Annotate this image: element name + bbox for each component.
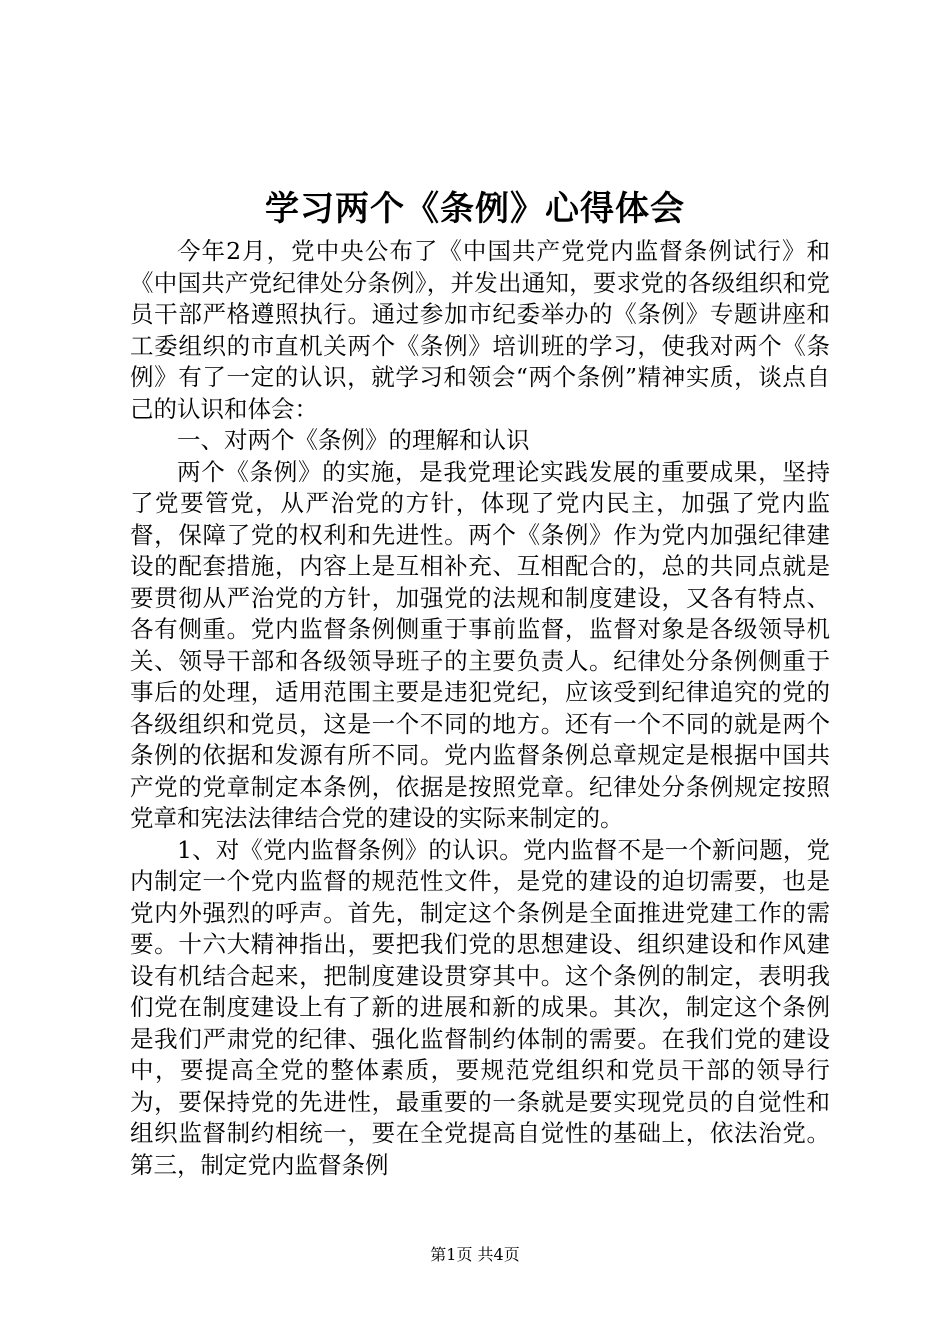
document-title: 学习两个《条例》心得体会 <box>265 189 685 229</box>
section-heading: 一、对两个《条例》的理解和认识 <box>177 426 530 454</box>
page-number: 第1页 共4页 <box>430 1245 520 1264</box>
document-body <box>130 236 830 1181</box>
intro-paragraph: 今年2月，党中央公布了《中国共产党党内监督条例试行》和《中国共产党纪律处分条例》，并发出通知，要求党的各级组织和党员干部严格遵照执行。通过参加市纪委举办的《条例》专题讲座和工委组织的市直机关两个《条例》培训班的学习，使我对两个《条例》有了一定的认识，就学习和领会“两个条例”精神实质，谈点自己的认识和体会： <box>130 237 830 423</box>
body-paragraph: 两个《条例》的实施，是我党理论实践发展的重要成果，坚持了党要管党，从严治党的方针，体现了党内民主，加强了党内监督，保障了党的权利和先进性。两个《条例》作为党内加强纪律建设的配套措施，内容上是互相补充、互相配合的，总的共同点就是要贯彻从严治党的方针，加强党的法规和制度建设，又各有特点、各有侧重。党内监督条例侧重于事前监督，监督对象是各级领导机关、领导干部和各级领导班子的主要负责人。纪律处分条例侧重于事后的处理，适用范围主要是违犯党纪，应该受到纪律追究的党的各级组织和党员，这是一个不同的地方。还有一个不同的就是两个条例的依据和发源有所不同。党内监督条例总章规定是根据中国共产党的党章制定本条例，依据是按照党章。纪律处分条例规定按照党章和宪法法律结合党的建设的实际来制定的。 <box>130 457 830 832</box>
body-paragraph: 1、对《党内监督条例》的认识。党内监督不是一个新问题，党内制定一个党内监督的规范性文件，是党的建设的迫切需要，也是党内外强烈的呼声。首先，制定这个条例是全面推进党建工作的需要。十六大精神指出，要把我们党的思想建设、组织建设和作风建设有机结合起来，把制度建设贯穿其中。这个条例的制定，表明我们党在制度建设上有了新的进展和新的成果。其次，制定这个条例是我们严肃党的纪律、强化监督制约体制的需要。在我们党的建设中，要提高全党的整体素质，要规范党组织和党员干部的领导行为，要保持党的先进性，最重要的一条就是要实现党员的自觉性和组织监督制约相统一，要在全党提高自觉性的基础上，依法治党。第三，制定党内监督条例 <box>130 835 830 1179</box>
